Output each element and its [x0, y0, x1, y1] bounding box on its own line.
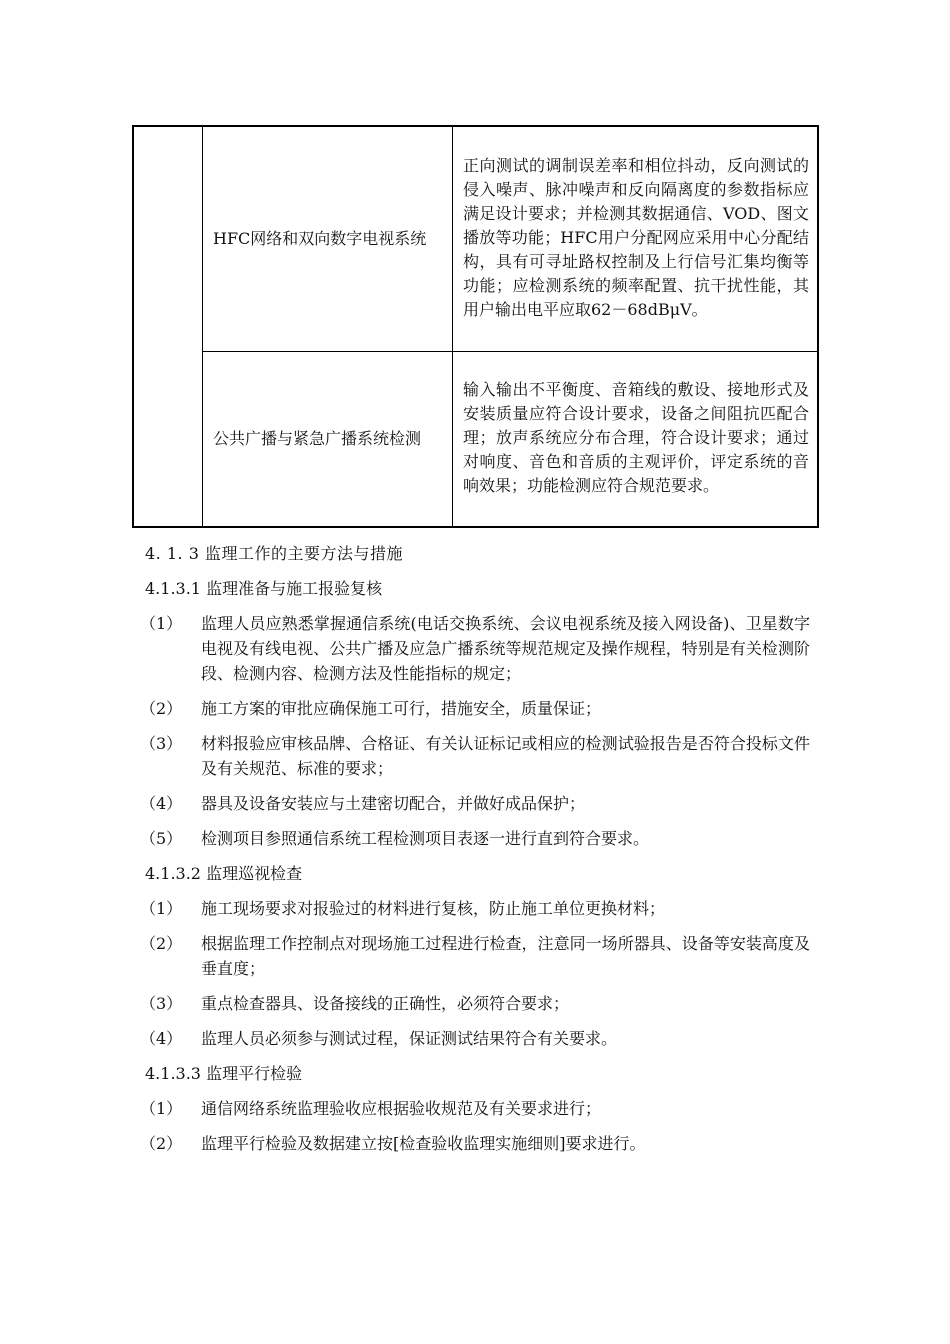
- table-requirement-cell: 输入输出不平衡度、音箱线的敷设、接地形式及安装质量应符合设计要求，设备之间阻抗匹配合理；放声系统应分布合理，符合设计要求；通过对响度、音色和音质的主观评价，评定系统的音响效果；功能检测应符合规范要求。: [453, 351, 819, 527]
- list-item-number: （5）: [140, 829, 183, 848]
- list-item: [140, 1131, 810, 1156]
- table-requirement-cell: 正向测试的调制误差率和相位抖动，反向测试的侵入噪声、脉冲噪声和反向隔离度的参数指标应满足设计要求；并检测其数据通信、VOD、图文播放等功能；HFC用户分配网应采用中心分配结构，具有可寻址路权控制及上行信号汇集均衡等功能；应检测系统的频率配置、抗干扰性能，其用户输出电平应取62－68dBμV。: [453, 126, 819, 351]
- section-body: [140, 541, 810, 1166]
- table-row: [133, 126, 818, 351]
- list-item: [140, 991, 810, 1016]
- table-item-cell: 公共广播与紧急广播系统检测: [203, 351, 453, 527]
- list-item-text: 施工现场要求对报验过的材料进行复核，防止施工单位更换材料；: [201, 899, 666, 918]
- table-category-cell: [133, 126, 203, 527]
- list-item-number: （1）: [140, 1099, 183, 1118]
- list-item-text: 监理平行检验及数据建立按[检查验收监理实施细则]要求进行。: [201, 1134, 646, 1153]
- section-heading: 4. 1. 3 监理工作的主要方法与措施: [145, 544, 403, 563]
- list-item-text: 监理人员应熟悉掌握通信系统(电话交换系统、会议电视系统及接入网设备)、卫星数字电视及有线电视、公共广播及应急广播系统等规范规定及操作规程，特别是有关检测阶段、检测内容、检测方法及性能指标的规定；: [201, 614, 810, 683]
- list-item: [140, 931, 810, 981]
- numbered-list: [140, 1096, 810, 1156]
- list-item-text: 重点检查器具、设备接线的正确性，必须符合要求；: [201, 994, 570, 1013]
- list-item-number: （3）: [140, 734, 183, 753]
- list-item-number: （2）: [140, 699, 183, 718]
- list-item-text: 通信网络系统监理验收应根据验收规范及有关要求进行；: [201, 1099, 602, 1118]
- numbered-list: [140, 896, 810, 1051]
- list-item-text: 检测项目参照通信系统工程检测项目表逐一进行直到符合要求。: [201, 829, 650, 848]
- subsection-heading: 4.1.3.2 监理巡视检查: [145, 864, 303, 883]
- list-item-number: （4）: [140, 1029, 183, 1048]
- inspection-table: [132, 125, 819, 528]
- list-item: [140, 611, 810, 686]
- list-item-text: 施工方案的审批应确保施工可行，措施安全，质量保证；: [201, 699, 602, 718]
- table-row: [133, 351, 818, 527]
- list-item-number: （1）: [140, 614, 183, 633]
- list-item-text: 器具及设备安装应与土建密切配合，并做好成品保护；: [201, 794, 586, 813]
- list-item-number: （1）: [140, 899, 183, 918]
- list-item-number: （3）: [140, 994, 183, 1013]
- list-item-text: 监理人员必须参与测试过程，保证测试结果符合有关要求。: [201, 1029, 618, 1048]
- subsection-heading: 4.1.3.3 监理平行检验: [145, 1064, 303, 1083]
- list-item-number: （2）: [140, 934, 183, 953]
- numbered-list: [140, 611, 810, 851]
- subsection-heading: 4.1.3.1 监理准备与施工报验复核: [145, 579, 383, 598]
- list-item: [140, 896, 810, 921]
- list-item: [140, 1026, 810, 1051]
- list-item: [140, 826, 810, 851]
- list-item-number: （2）: [140, 1134, 183, 1153]
- list-item: [140, 791, 810, 816]
- list-item: [140, 731, 810, 781]
- list-item-text: 材料报验应审核品牌、合格证、有关认证标记或相应的检测试验报告是否符合投标文件及有关规范、标准的要求；: [201, 734, 810, 778]
- list-item: [140, 696, 810, 721]
- list-item-text: 根据监理工作控制点对现场施工过程进行检查，注意同一场所器具、设备等安装高度及垂直度；: [201, 934, 810, 978]
- table-item-cell: HFC网络和双向数字电视系统: [203, 126, 453, 351]
- list-item-number: （4）: [140, 794, 183, 813]
- list-item: [140, 1096, 810, 1121]
